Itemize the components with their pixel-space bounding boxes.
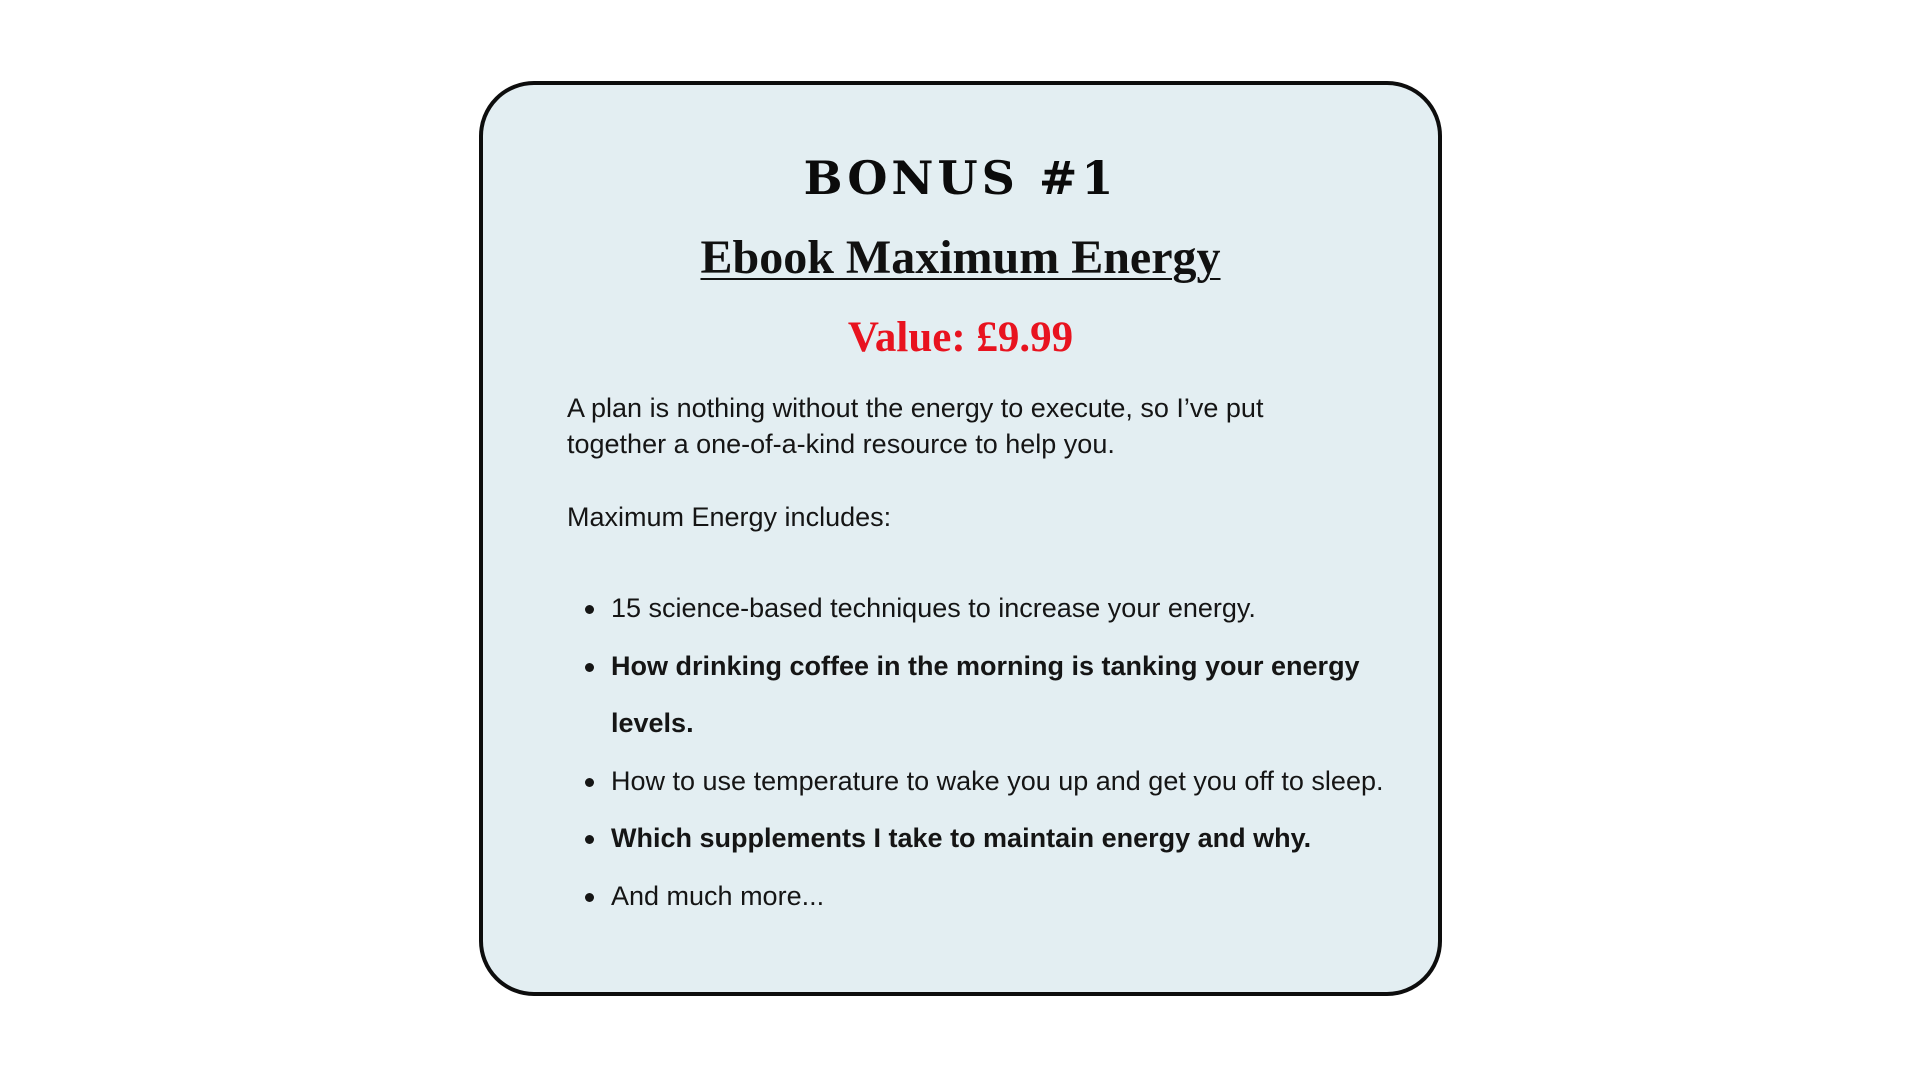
ebook-title-text: Ebook Maximum Energy	[700, 231, 1221, 284]
list-item: And much more...	[611, 868, 1411, 926]
features-list	[567, 580, 1411, 925]
list-item: 15 science-based techniques to increase your energy.	[611, 580, 1411, 638]
list-item: Which supplements I take to maintain energy and why.	[611, 810, 1411, 868]
includes-label: Maximum Energy includes:	[567, 502, 892, 532]
bonus-value: Value: £9.99	[847, 314, 1074, 361]
bonus-card	[479, 81, 1442, 996]
bonus-title: BONUS #1	[803, 151, 1118, 205]
ebook-title	[483, 229, 1438, 287]
list-item: How drinking coffee in the morning is tanking your energy levels.	[611, 638, 1411, 753]
list-item: How to use temperature to wake you up and get you off to sleep.	[611, 753, 1411, 811]
intro-paragraph: A plan is nothing without the energy to execute, so I’ve put together a one-of-a-kind resource to help you.	[567, 393, 1264, 459]
